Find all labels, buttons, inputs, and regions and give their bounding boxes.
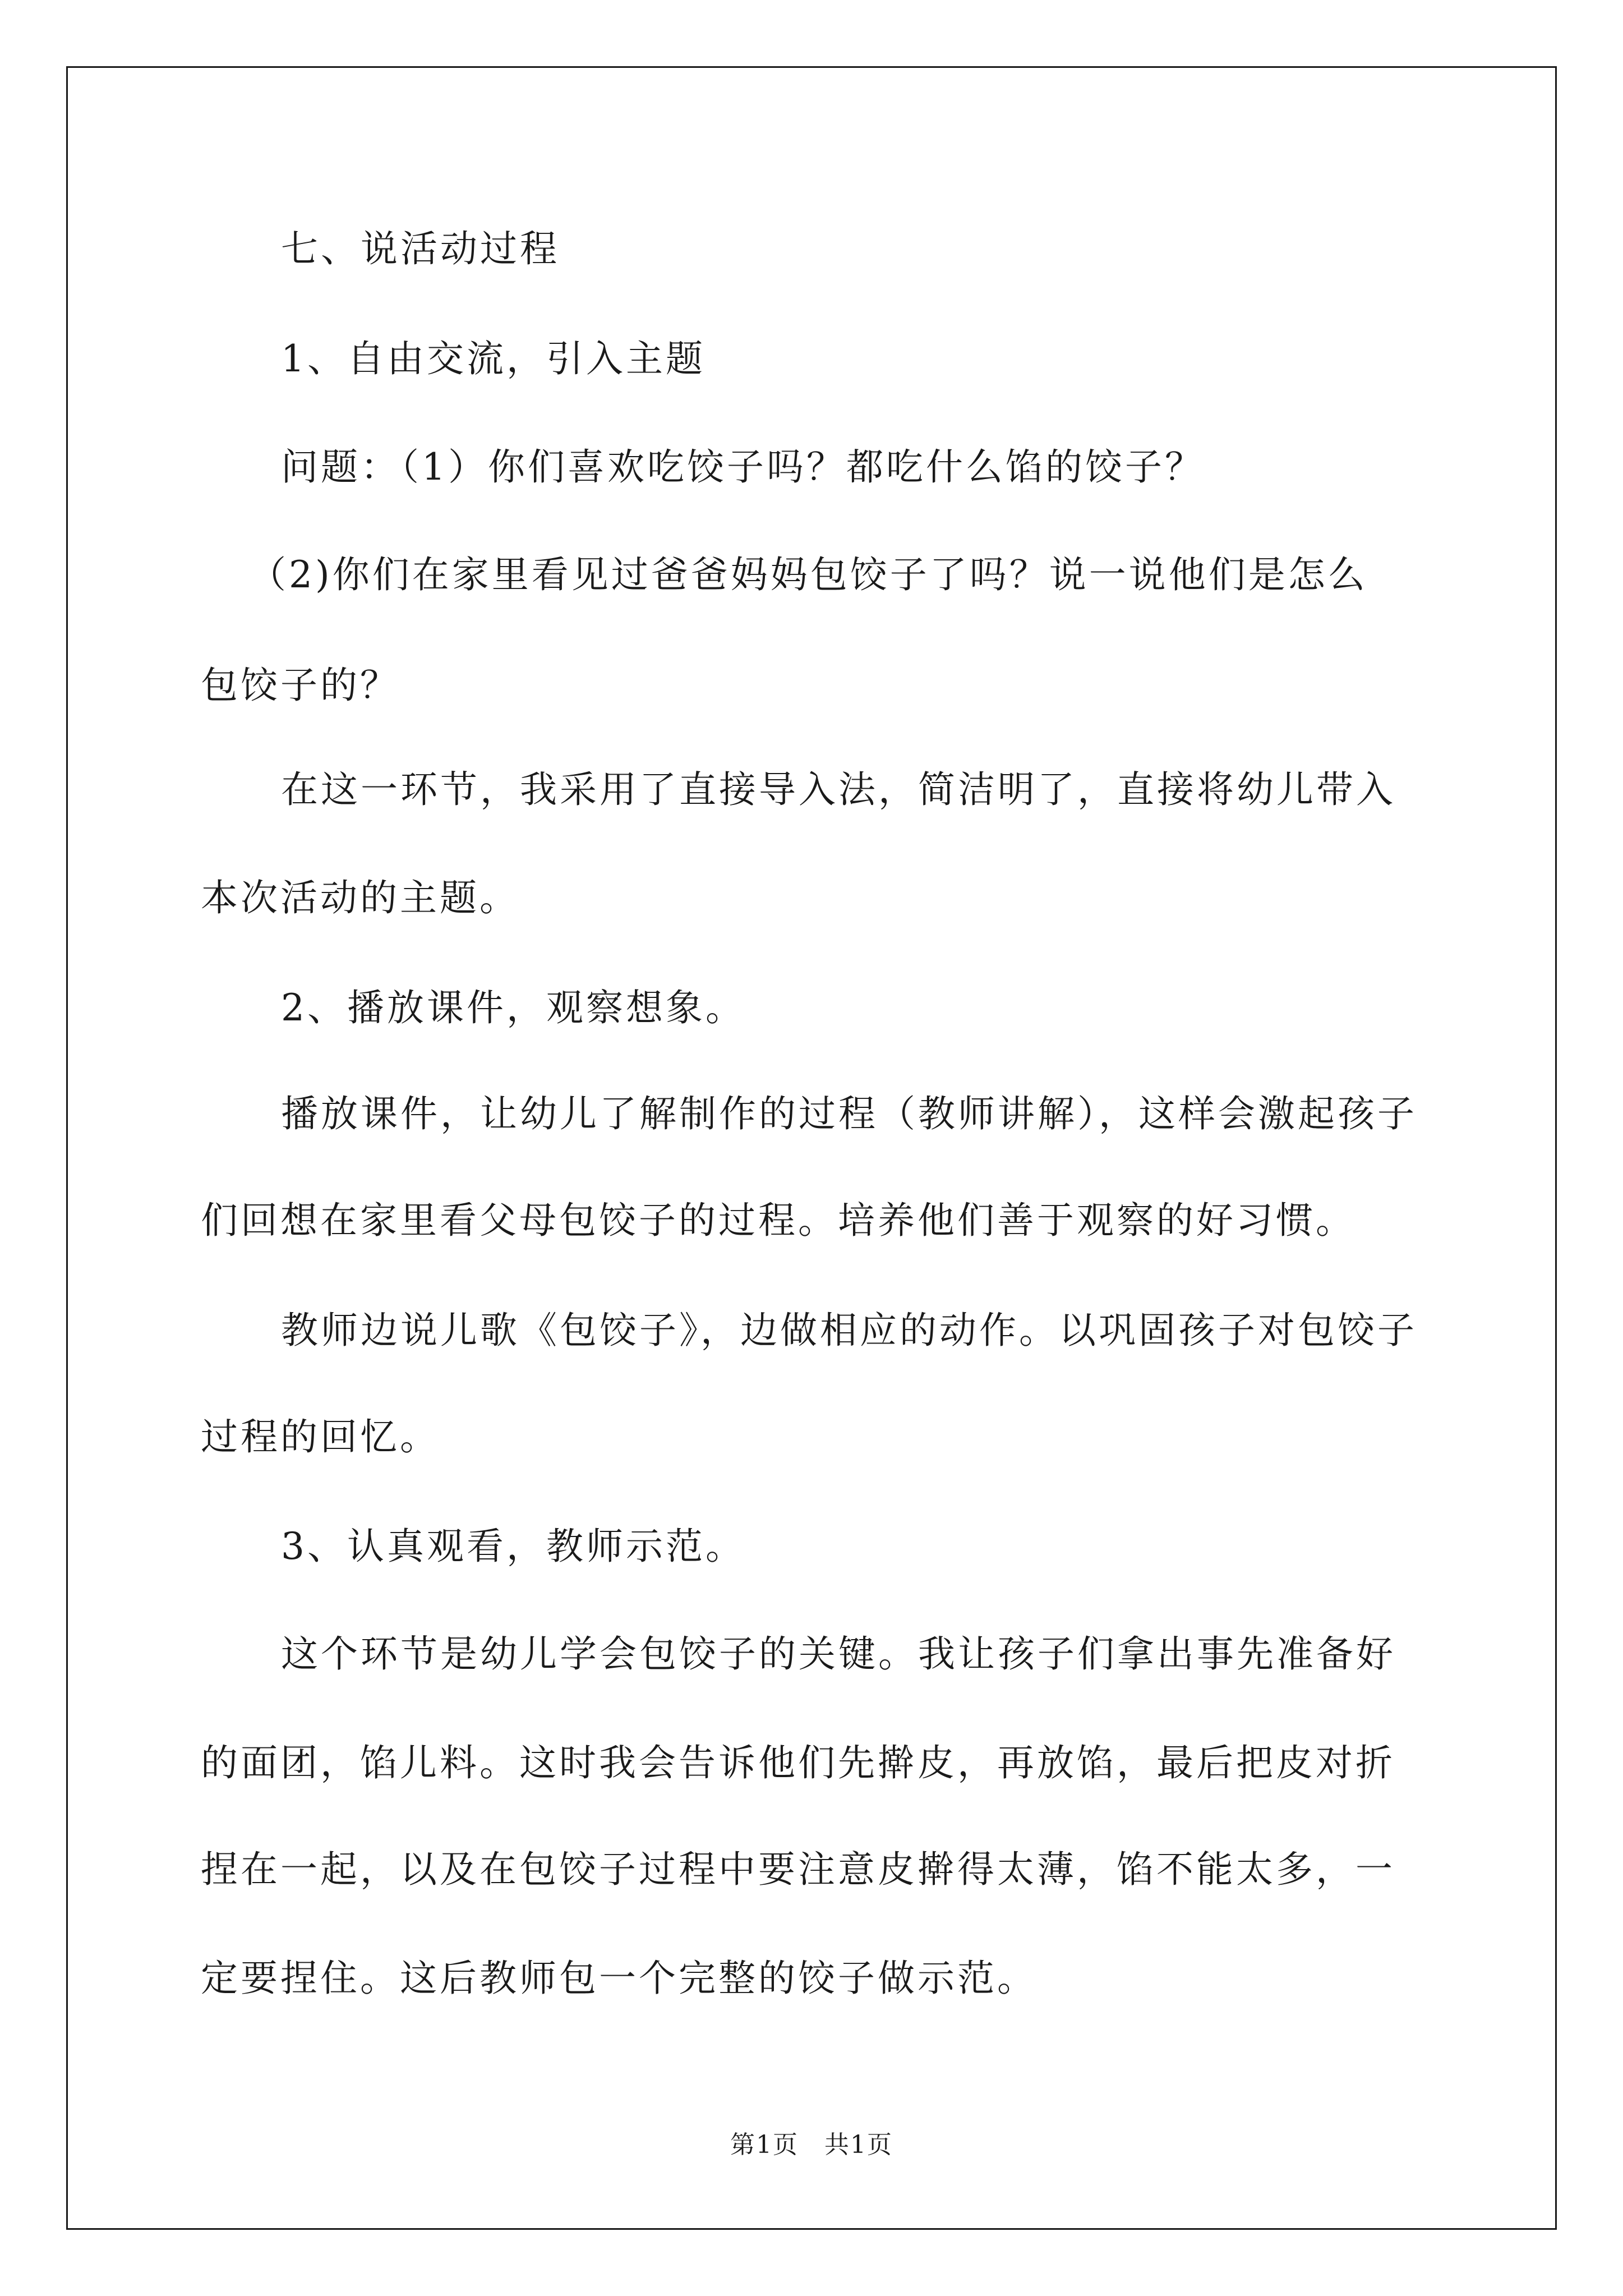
paragraph-line: 过程的回忆。 <box>201 1415 440 1458</box>
page-border <box>66 66 1557 2230</box>
paragraph-line: （2)你们在家里看见过爸爸妈妈包饺子了吗？说一说他们是怎么 <box>249 553 1368 596</box>
paragraph-line: 播放课件，让幼儿了解制作的过程（教师讲解），这样会激起孩子 <box>281 1092 1417 1135</box>
paragraph-line: 问题：（1）你们喜欢吃饺子吗？都吃什么馅的饺子？ <box>281 445 1205 489</box>
paragraph-line: 们回想在家里看父母包饺子的过程。培养他们善于观察的好习惯。 <box>201 1199 1355 1242</box>
paragraph-line: 本次活动的主题。 <box>201 876 519 919</box>
page-number-current: 第1页 <box>730 2131 799 2159</box>
subheading: 2、播放课件，观察想象。 <box>281 986 745 1029</box>
paragraph-line: 这个环节是幼儿学会包饺子的关键。我让孩子们拿出事先准备好 <box>281 1632 1396 1676</box>
page-footer <box>0 2129 1623 2161</box>
paragraph-line: 教师边说儿歌《包饺子》，边做相应的动作。以巩固孩子对包饺子 <box>281 1309 1417 1352</box>
subheading: 1、自由交流，引入主题 <box>281 337 706 380</box>
paragraph-line: 在这一环节，我采用了直接导入法，简洁明了，直接将幼儿带入 <box>281 768 1396 811</box>
paragraph-line: 捏在一起，以及在包饺子过程中要注意皮擀得太薄，馅不能太多，一 <box>201 1848 1395 1891</box>
paragraph-line: 定要捏住。这后教师包一个完整的饺子做示范。 <box>201 1957 1037 2000</box>
page-number-total: 共1页 <box>824 2131 893 2159</box>
paragraph-line: 的面团，馅儿料。这时我会告诉他们先擀皮，再放馅，最后把皮对折 <box>201 1741 1395 1784</box>
paragraph-line: 包饺子的？ <box>201 664 400 707</box>
section-heading: 七、说活动过程 <box>281 227 560 270</box>
subheading: 3、认真观看，教师示范。 <box>281 1525 745 1568</box>
